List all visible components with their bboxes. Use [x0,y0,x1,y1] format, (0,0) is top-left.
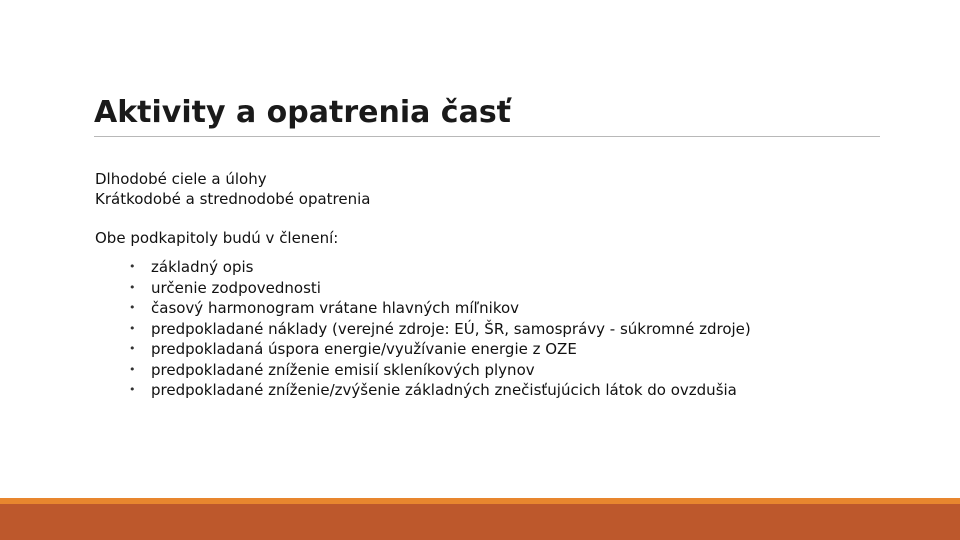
bullet-icon: • [129,342,136,355]
list-item [95,298,895,319]
list-item [95,257,895,278]
list-item-text: predpokladaná úspora energie/využívanie energie z OZE [151,340,577,358]
list-item-text: určenie zodpovednosti [151,278,321,297]
footer-bar [0,504,960,540]
bullet-list [95,257,895,401]
bullet-icon: • [129,383,136,396]
list-item-text: základný opis [151,258,254,276]
list-item-text: predpokladané zníženie emisií skleníkových plynov [151,360,535,379]
bullet-icon: • [129,260,136,273]
bullet-icon: • [129,362,136,376]
spacer [95,209,895,228]
lead-text: Obe podkapitoly budú v členení: [95,229,339,247]
intro-line-short-term: Krátkodobé a strednodobé opatrenia [95,190,371,208]
list-item [95,339,895,360]
list-item [95,380,895,401]
list-item-text: predpokladané zníženie/zvýšenie základných znečisťujúcich látok do ovzdušia [151,381,737,399]
list-item-text: časový harmonogram vrátane hlavných míľnikov [151,299,520,317]
intro-line-long-term: Dlhodobé ciele a úlohy [95,170,267,188]
list-item [95,360,895,381]
list-item [95,278,895,299]
bullet-icon: • [129,280,136,294]
bullet-icon: • [129,301,136,314]
list-item-text: predpokladané náklady (verejné zdroje: EÚ, ŠR, samosprávy - súkromné zdroje) [151,319,751,338]
title-divider [94,136,880,137]
list-item [95,319,895,340]
slide-title: Aktivity a opatrenia časť [94,95,512,130]
slide-body [95,169,895,401]
bullet-icon: • [129,321,136,335]
